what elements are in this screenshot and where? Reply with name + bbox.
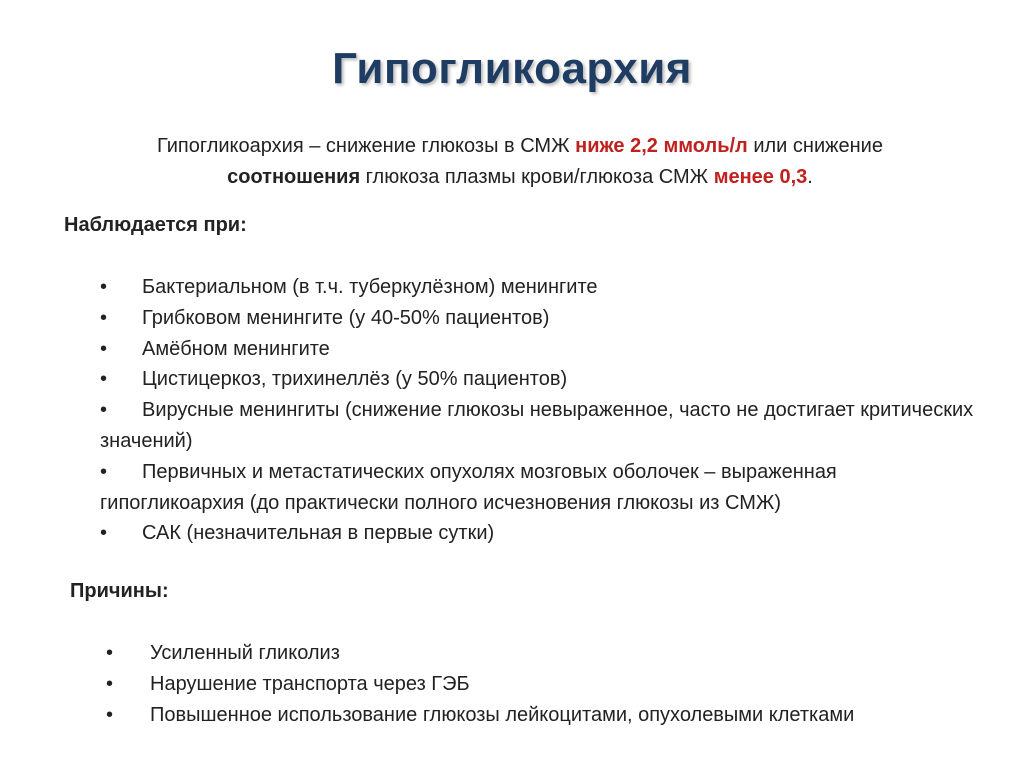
- definition-paragraph: [70, 131, 970, 193]
- causes-list: [106, 638, 1006, 730]
- list-item: [100, 395, 980, 457]
- list-item: [100, 518, 980, 549]
- bullet-icon: •: [100, 276, 108, 298]
- list-item: [100, 272, 980, 303]
- observed-heading: Наблюдается при:: [64, 214, 247, 236]
- bullet-icon: •: [100, 368, 108, 391]
- bullet-icon: •: [100, 522, 108, 545]
- list-item: [100, 364, 980, 395]
- bullet-icon: •: [106, 703, 114, 726]
- bullet-icon: •: [106, 672, 114, 695]
- bullet-icon: •: [100, 460, 108, 483]
- list-item: [100, 303, 980, 334]
- list-item-text: Цистицеркоз, трихинеллёз (у 50% пациентов): [142, 368, 568, 391]
- definition-highlight-ratio: менее 0,3: [713, 166, 808, 188]
- definition-text-1: Гипогликоархия – снижение глюкозы в СМЖ: [157, 135, 576, 157]
- definition-text-3: глюкоза плазмы крови/глюкоза СМЖ: [360, 166, 714, 188]
- observed-list: [100, 272, 980, 549]
- definition-bold-ratio: соотношения: [227, 166, 361, 188]
- list-item-text: Бактериальном (в т.ч. туберкулёзном) менингите: [142, 276, 598, 298]
- causes-heading: Причины:: [70, 580, 169, 602]
- definition-highlight-threshold: ниже 2,2 ммоль/л: [575, 135, 748, 157]
- list-item: [106, 700, 1006, 731]
- list-item-text: Повышенное использование глюкозы лейкоцитами, опухолевыми клетками: [150, 703, 855, 726]
- definition-text-2: или снижение: [747, 135, 883, 157]
- bullet-icon: •: [100, 306, 108, 329]
- list-item: [100, 334, 980, 365]
- bullet-icon: •: [100, 399, 108, 422]
- list-item-text: Вирусные менингиты (снижение глюкозы невыраженное, часто не достигает критических значений): [100, 399, 974, 452]
- list-item: [100, 457, 980, 519]
- bullet-icon: •: [106, 642, 114, 664]
- list-item-text: Первичных и метастатических опухолях мозговых оболочек – выраженная гипогликоархия (до практически полного исчезновения глюкозы из СМЖ): [100, 460, 837, 514]
- list-item: [106, 638, 1006, 669]
- list-item-text: САК (незначительная в первые сутки): [142, 522, 495, 545]
- list-item-text: Нарушение транспорта через ГЭБ: [150, 672, 470, 695]
- page-title: Гипогликоархия: [332, 44, 692, 93]
- list-item-text: Грибковом менингите (у 40-50% пациентов): [142, 306, 550, 329]
- list-item-text: Амёбном менингите: [142, 337, 330, 360]
- definition-text-4: .: [807, 166, 813, 188]
- bullet-icon: •: [100, 337, 108, 360]
- list-item-text: Усиленный гликолиз: [150, 642, 340, 664]
- list-item: [106, 669, 1006, 700]
